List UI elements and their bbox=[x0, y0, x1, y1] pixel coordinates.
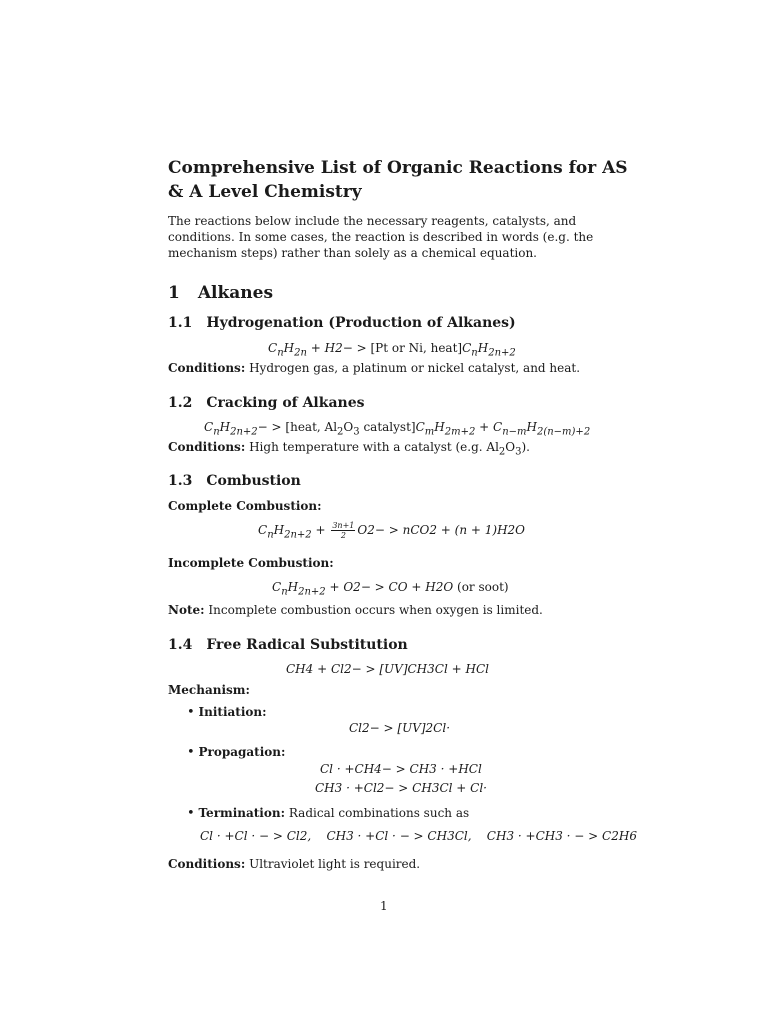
combustion-note: Note: Incomplete combustion occurs when oxygen is limited. bbox=[168, 603, 543, 617]
mechanism-label: Mechanism: bbox=[168, 683, 250, 697]
propagation-item: • Propagation: bbox=[187, 745, 286, 760]
section-1-heading bbox=[168, 283, 273, 303]
subsection-1-2-heading bbox=[168, 395, 365, 411]
subsection-number: 1.2 bbox=[168, 395, 193, 411]
subsection-title: Combustion bbox=[206, 473, 301, 489]
subsection-title: Free Radical Substitution bbox=[206, 637, 408, 653]
subsection-number: 1.3 bbox=[168, 473, 193, 489]
subsection-number: 1.4 bbox=[168, 637, 193, 653]
subsection-1-1-heading bbox=[168, 315, 516, 331]
complete-combustion-label: Complete Combustion: bbox=[168, 499, 322, 513]
complete-combustion-equation: $C_nH_{2n+2}$ + $\frac{3n+1}{2}$ O2− > nCO2 + (n + 1)H2O bbox=[258, 521, 526, 541]
page-number: 1 bbox=[380, 899, 388, 913]
subsection-title: Cracking of Alkanes bbox=[206, 395, 365, 411]
incomplete-combustion-equation: $C_nH_{2n+2} + O2-$ > CO + H2O (or soot) bbox=[272, 580, 509, 598]
bullet: • bbox=[187, 745, 195, 760]
incomplete-combustion-label: Incomplete Combustion: bbox=[168, 556, 334, 570]
initiation-equation: Cl2− > [UV]2Cl· bbox=[349, 721, 451, 735]
section-title: Alkanes bbox=[197, 283, 274, 303]
hydrogenation-conditions: Conditions: Hydrogen gas, a platinum or nickel catalyst, and heat. bbox=[168, 361, 581, 375]
free-radical-conditions: Conditions: Ultraviolet light is required. bbox=[168, 857, 421, 871]
propagation-equation-2: CH3 · +Cl2− > CH3Cl + Cl· bbox=[315, 781, 487, 795]
fraction: $\frac{3n+1}{2}$ bbox=[332, 521, 355, 540]
subsection-1-4-heading bbox=[168, 637, 408, 653]
propagation-equation-1: Cl · +CH4− > CH3 · +HCl bbox=[320, 762, 482, 776]
subsection-1-3-heading bbox=[168, 473, 301, 489]
termination-equations: Cl · +Cl · − > Cl2, CH3 · +Cl · − > CH3Cl, CH3 · +CH3 · − > C2H6 bbox=[200, 829, 637, 843]
cracking-equation: $C_nH_{2n+2}-$ > [heat, $Al_2O_3$ $catalyst]C_mH_{2m+2} + C_{n-m}H_{2(n-m)+2}$ bbox=[204, 420, 591, 438]
subsection-title: Hydrogenation (Production of Alkanes) bbox=[206, 315, 516, 331]
subsection-number: 1.1 bbox=[168, 315, 193, 331]
cracking-conditions: Conditions: High temperature with a catalyst (e.g. $Al_2O_3$). bbox=[168, 440, 530, 458]
free-radical-main-equation: CH4 + Cl2− > [UV]CH3Cl + HCl bbox=[286, 662, 489, 676]
bullet: • bbox=[187, 705, 195, 720]
termination-item: • Termination: Radical combinations such as bbox=[187, 806, 470, 821]
intro-paragraph: The reactions below include the necessary reagents, catalysts, and conditions. In some cases, the reaction is described in words (e.g. the mechanism steps) rather than solely as a chemical equation. bbox=[168, 214, 594, 260]
section-number: 1 bbox=[168, 283, 180, 303]
initiation-item: • Initiation: bbox=[187, 705, 267, 720]
hydrogenation-equation: $C_nH_{2n} + H2- > [Pt$ or Ni, $heat]C_nH_{2n+2}$ bbox=[268, 341, 516, 359]
document-title: Comprehensive List of Organic Reactions for AS & A Level Chemistry bbox=[168, 158, 628, 202]
bullet: • bbox=[187, 806, 195, 821]
